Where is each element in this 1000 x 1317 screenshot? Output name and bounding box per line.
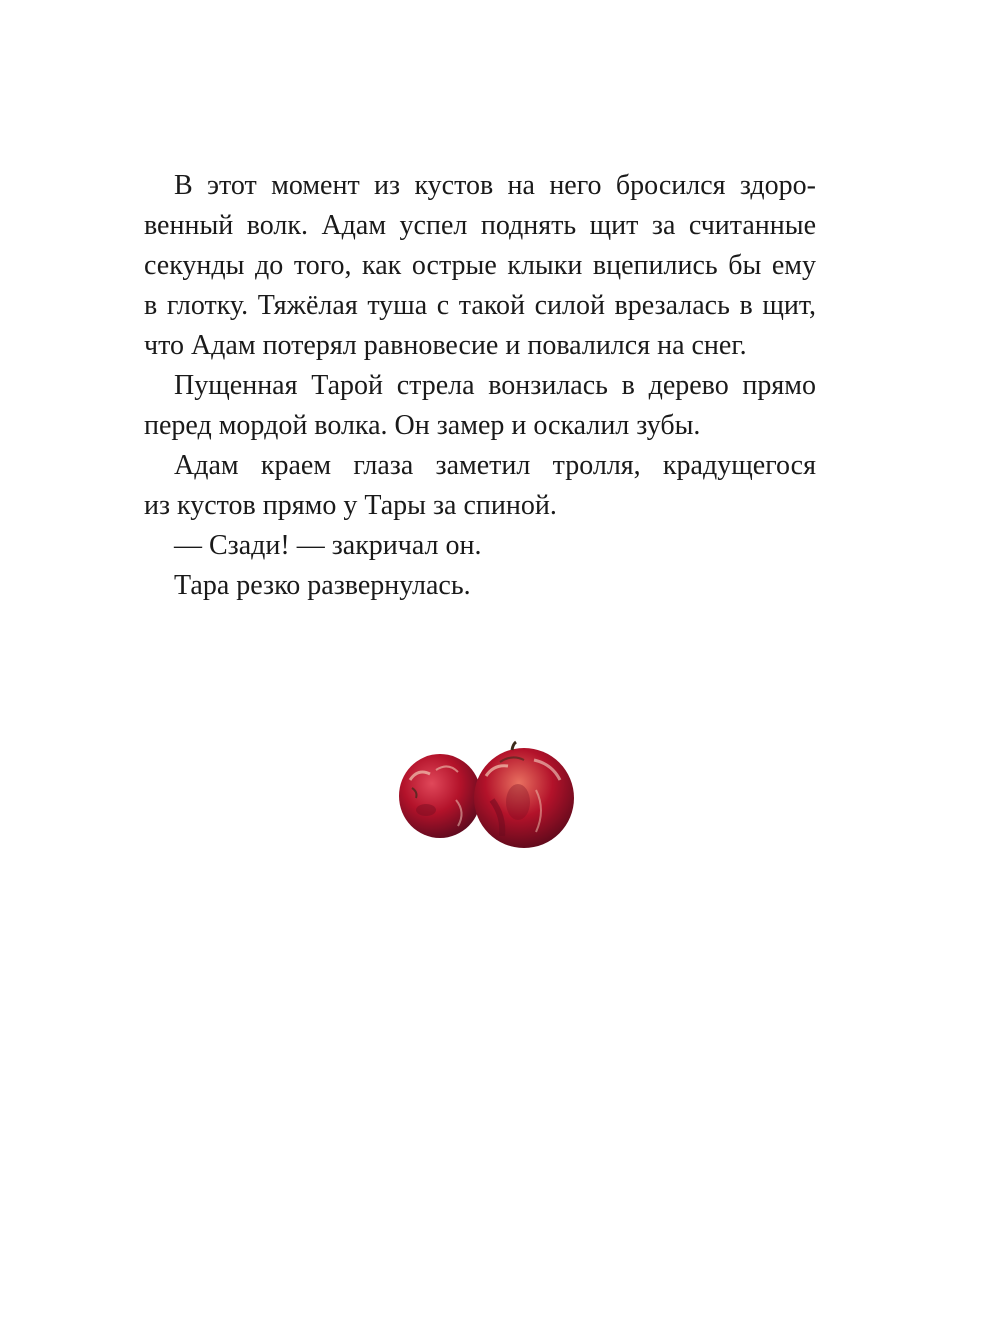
text-line: Тара резко развернулась. [174,570,471,601]
text-line: Адам краем глаза заметил тролля, крадущегося [174,450,816,481]
apples-illustration-icon [396,740,578,852]
text-line: — Сзади! — закричал он. [174,530,482,561]
text-line: перед мордой волка. Он замер и оскалил зубы. [144,410,701,441]
text-line: что Адам потерял равновесие и повалился на снег. [144,330,747,361]
right-apple-icon [474,742,574,848]
text-line: Пущенная Тарой стрела вонзилась в дерево прямо [174,370,816,401]
text-line: венный волк. Адам успел поднять щит за считанные [144,210,816,241]
page-text [144,166,816,606]
text-line: в глотку. Тяжёлая туша с такой силой врезалась в щит, [144,290,816,321]
left-apple-icon [399,754,481,838]
text-line: из кустов прямо у Тары за спиной. [144,490,557,521]
text-line: секунды до того, как острые клыки вцепились бы ему [144,250,816,281]
text-line: В этот момент из кустов на него бросился здоро- [174,170,816,201]
